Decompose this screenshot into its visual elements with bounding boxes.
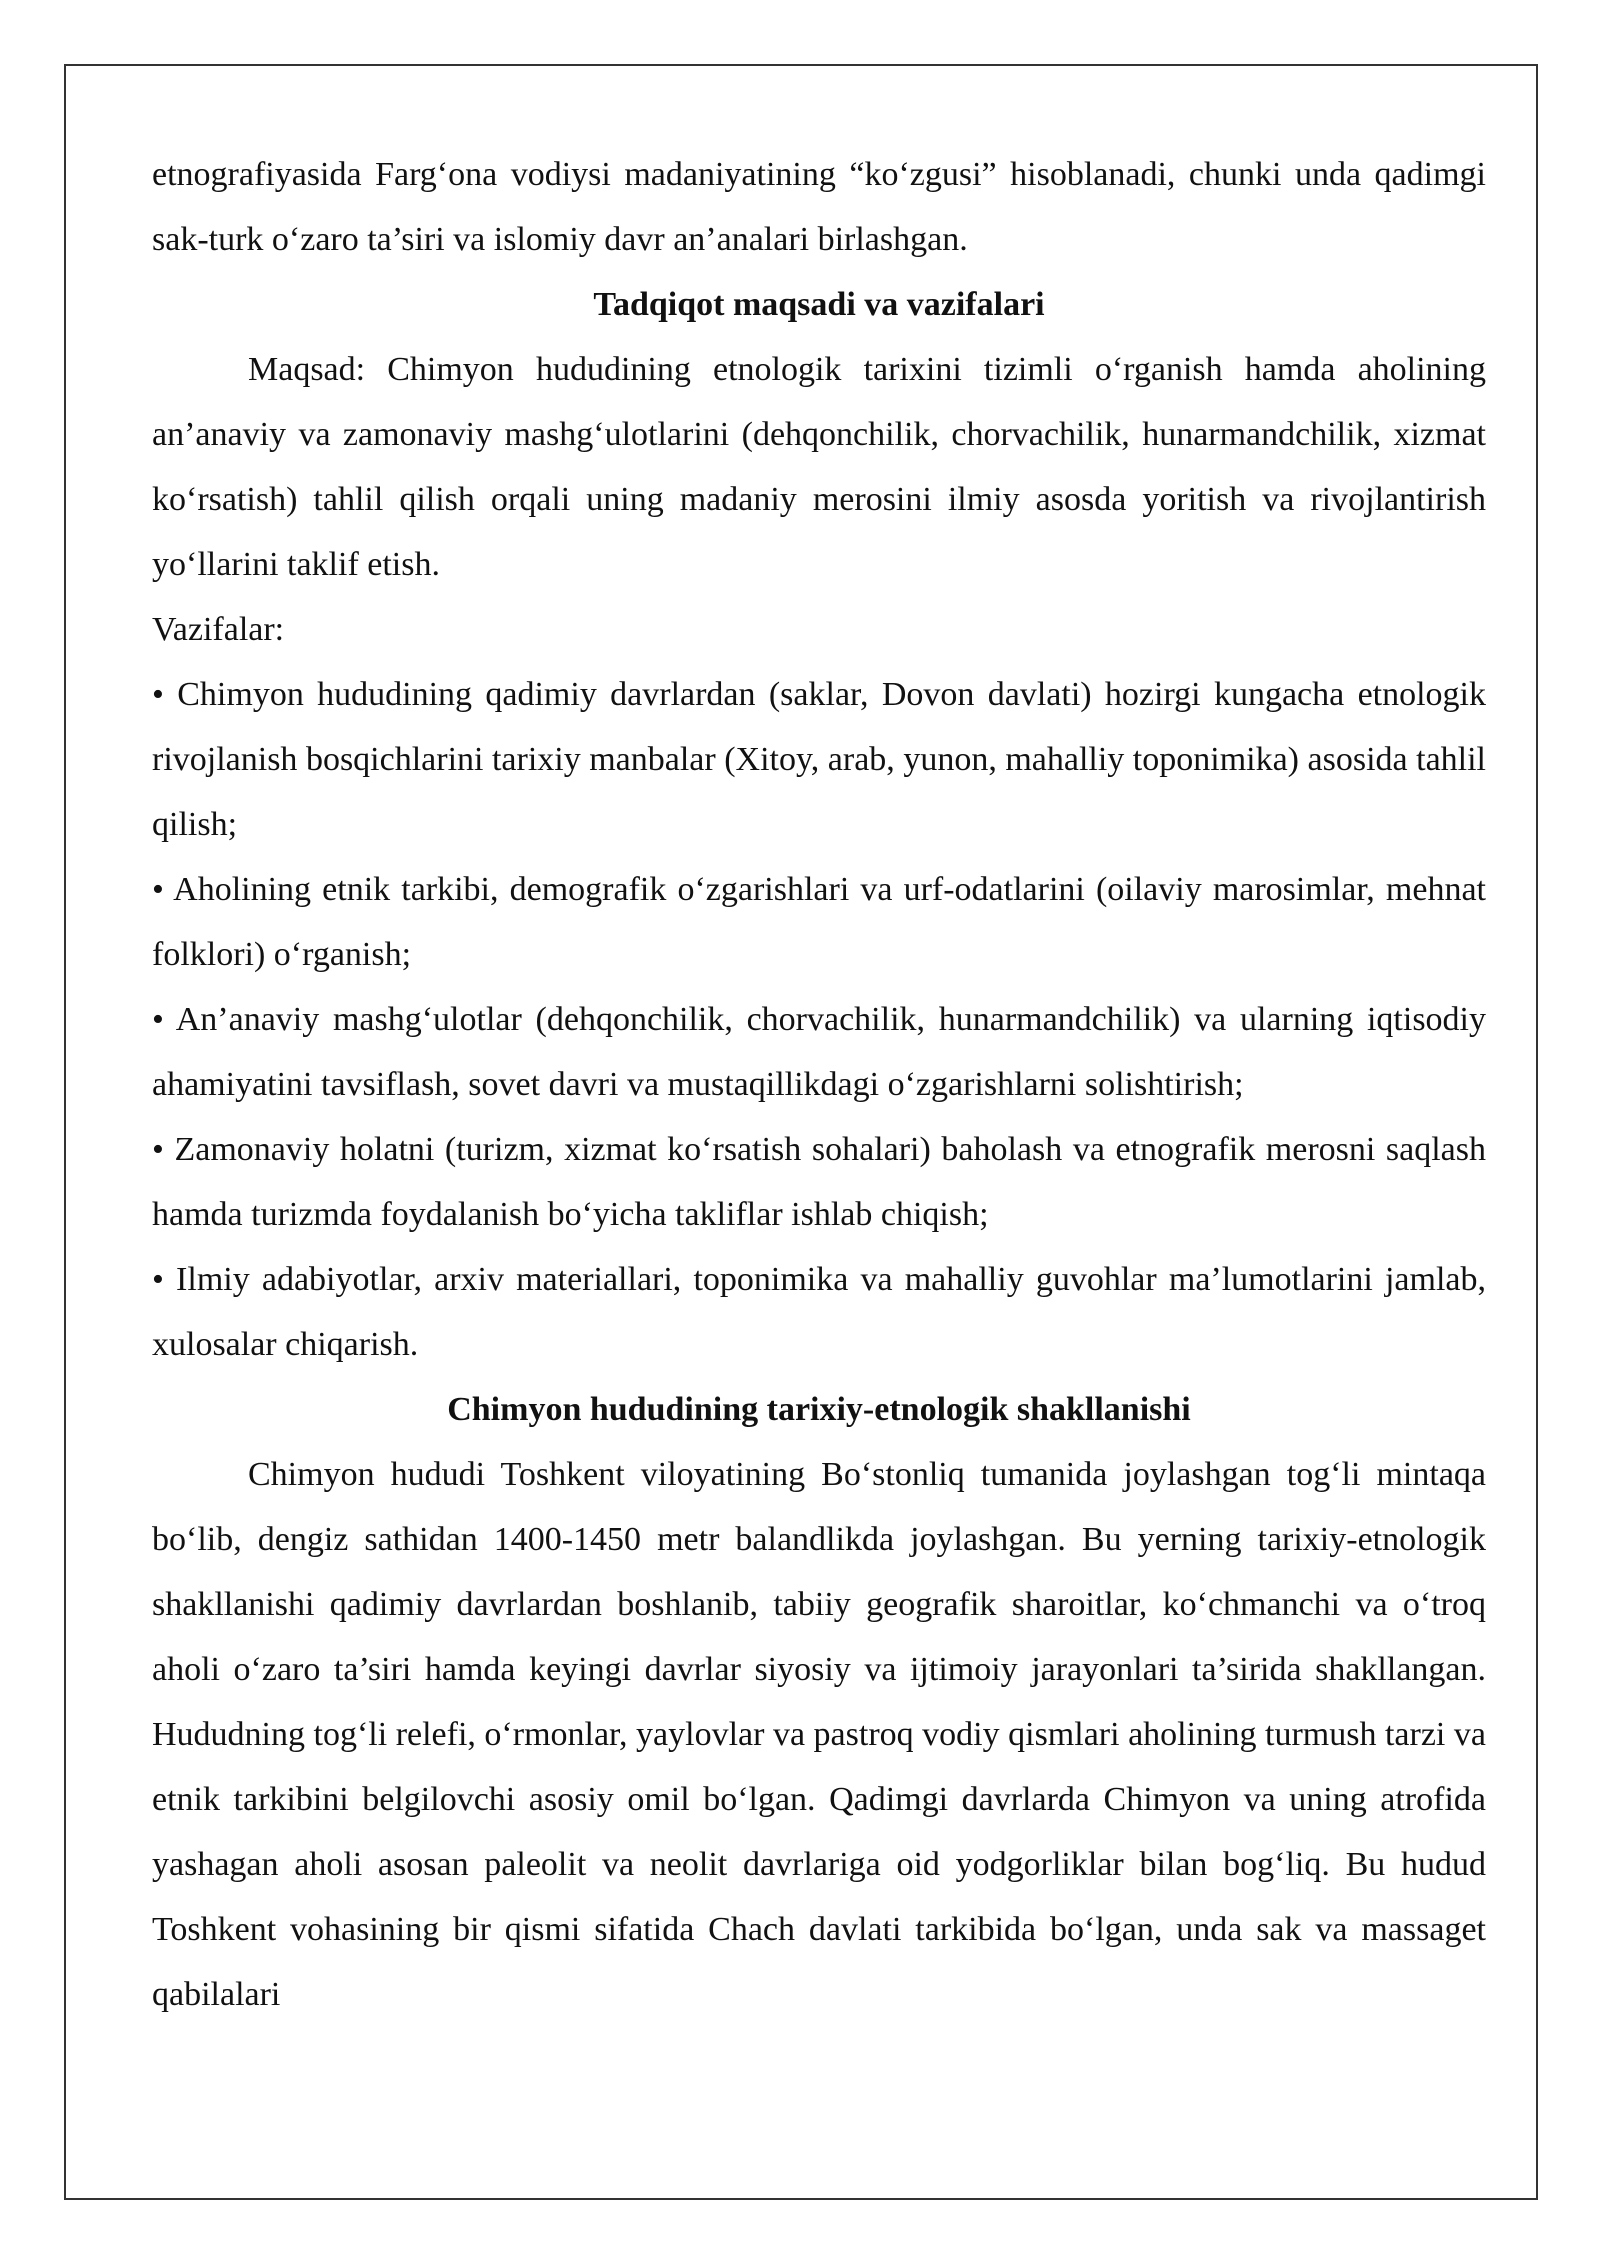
section-heading-goals: Tadqiqot maqsadi va vazifalari [593,286,1045,323]
paragraph-formation: Chimyon hududi Toshkent viloyatining Bo‘stonliq tumanida joylashgan tog‘li mintaqa bo‘lib, dengiz sathidan 1400-1450 metr balandlikda joylashgan. Bu yerning tarixiy-etnologik shakllanishi qadimiy davrlardan boshlanib, tabiiy geografik sharoitlar, ko‘chmanchi va o‘troq aholi o‘zaro ta’siri hamda keyingi davrlar siyosiy va ijtimoiy jarayonlari ta’sirida shakllangan. Hududning tog‘li relefi, o‘rmonlar, yaylovlar va pastroq vodiy qismlari aholining turmush tarzi va etnik tarkibini belgilovchi asosiy omil bo‘lgan. Qadimgi davrlarda Chimyon va uning atrofida yashagan aholi asosan paleolit va neolit davrlariga oid yodgorliklar bilan bog‘liq. Bu hudud Toshkent vohasining bir qismi sifatida Chach davlati tarkibida bo‘lgan, unda sak va massaget qabilalari [152,1456,1486,2013]
task-item: • Zamonaviy holatni (turizm, xizmat ko‘rsatish sohalari) baholash va etnografik merosni saqlash hamda turizmda foydalanish bo‘yicha takliflar ishlab chiqish; [152,1131,1486,1233]
task-item: • Chimyon hududining qadimiy davrlardan (saklar, Dovon davlati) hozirgi kungacha etnologik rivojlanish bosqichlarini tarixiy manbalar (Xitoy, arab, yunon, mahalliy toponimika) asosida tahlil qilish; [152,676,1486,843]
task-item: • Ilmiy adabiyotlar, arxiv materiallari, toponimika va mahalliy guvohlar ma’lumotlarini jamlab, xulosalar chiqarish. [152,1261,1486,1363]
paragraph-intro: etnografiyasida Farg‘ona vodiysi madaniyatining “ko‘zgusi” hisoblanadi, chunki unda qadimgi sak-turk o‘zaro ta’siri va islomiy davr an’analari birlashgan. [152,156,1486,258]
task-item: • Aholining etnik tarkibi, demografik o‘zgarishlari va urf-odatlarini (oilaviy marosimlar, mehnat folklori) o‘rganish; [152,871,1486,973]
document-body [152,142,1486,2027]
tasks-label: Vazifalar: [152,611,285,648]
section-heading-formation: Chimyon hududining tarixiy-etnologik shakllanishi [447,1391,1191,1428]
task-item: • An’anaviy mashg‘ulotlar (dehqonchilik, chorvachilik, hunarmandchilik) va ularning iqtisodiy ahamiyatini tavsiflash, sovet davri va mustaqillikdagi o‘zgarishlarni solishtirish; [152,1001,1486,1103]
tasks-list [152,662,1486,1377]
paragraph-goal: Maqsad: Chimyon hududining etnologik tarixini tizimli o‘rganish hamda aholining an’anaviy va zamonaviy mashg‘ulotlarini (dehqonchilik, chorvachilik, hunarmandchilik, xizmat ko‘rsatish) tahlil qilish orqali uning madaniy merosini ilmiy asosda yoritish va rivojlantirish yo‘llarini taklif etish. [152,351,1486,583]
